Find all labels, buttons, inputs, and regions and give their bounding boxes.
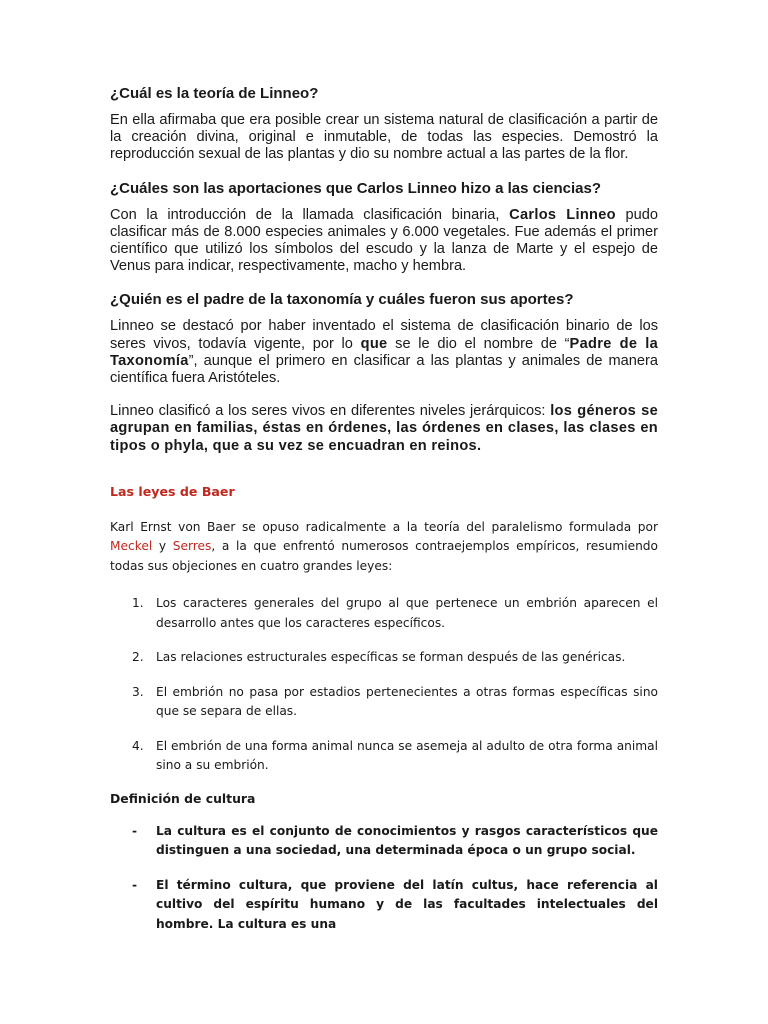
text-fragment: Linneo se destacó por haber inventado el sistema de clasificación binario de los seres vivos, todavía vigente, por lo — [110, 318, 658, 352]
bold-que: que — [360, 335, 388, 352]
list-number: 2. — [132, 650, 144, 665]
question-taxonomy-father: ¿Quién es el padre de la taxonomía y cuáles fueron sus aportes? — [110, 291, 574, 309]
text-fragment: se le dio el nombre de “ — [387, 335, 570, 352]
question-linneo-theory: ¿Cuál es la teoría de Linneo? — [110, 85, 319, 102]
text-fragment: Con la introducción de la llamada clasificación binaria, — [110, 206, 510, 223]
baer-laws-list — [110, 594, 658, 776]
link-serres[interactable]: Serres — [172, 539, 212, 554]
document-page — [110, 85, 658, 949]
text-fragment: ”, aunque el primero en clasificar a las plantas y animales de manera científica fuera Aristóteles. — [110, 352, 658, 387]
heading-definicion-cultura: Definición de cultura — [110, 790, 256, 806]
list-item — [110, 683, 658, 722]
paragraph-linneo-contributions — [110, 207, 658, 276]
dash-bullet: - — [132, 823, 138, 838]
text-fragment: pudo clasificar más de 8.000 especies animales y 6.000 vegetales. Fue además el primer científico que utilizó los símbolos del escudo y la lanza de Marte y el espejo de Venus para indicar, respectivamente, macho y hembra. — [110, 206, 658, 275]
paragraph-hierarchy — [110, 403, 658, 455]
paragraph-baer-intro — [110, 518, 658, 577]
text-fragment: Linneo clasificó a los seres vivos en diferentes niveles jerárquicos: — [110, 403, 551, 420]
paragraph-taxonomy-father — [110, 318, 658, 387]
question-linneo-contributions: ¿Cuáles son las aportaciones que Carlos Linneo hizo a las ciencias? — [110, 179, 601, 197]
list-number: 4. — [132, 738, 144, 753]
list-item-text: El término cultura, que proviene del latín cultus, hace referencia al cultivo del espíritu humano y de las facultades intelectuales del hombre. La cultura es una — [156, 877, 658, 931]
dash-bullet: - — [132, 877, 138, 892]
bold-padre-taxonomia: Padre de la Taxonomía — [110, 335, 659, 369]
link-meckel[interactable]: Meckel — [110, 539, 153, 554]
heading-leyes-baer: Las leyes de Baer — [110, 483, 235, 499]
list-item — [110, 648, 658, 668]
list-item-text: El embrión no pasa por estadios pertenecientes a otras formas específicas sino que se separa de ellas. — [156, 684, 658, 719]
list-item-text: Las relaciones estructurales específicas se forman después de las genéricas. — [156, 650, 626, 665]
list-item — [110, 737, 658, 776]
list-item — [110, 876, 658, 935]
list-item-text: El embrión de una forma animal nunca se asemeja al adulto de otra forma animal sino a su embrión. — [156, 738, 658, 773]
bold-carlos-linneo: Carlos Linneo — [509, 206, 616, 223]
text-fragment: , a la que enfrentó numerosos contraejemplos empíricos, resumiendo todas sus objeciones en cuatro grandes leyes: — [110, 539, 658, 573]
bold-hierarchy-levels: los géneros se agrupan en familias, éstas en órdenes, las órdenes en clases, las clases en tipos o phyla, que a su vez se encuadran en reinos. — [110, 403, 658, 454]
list-item — [110, 822, 658, 861]
cultura-list — [110, 822, 658, 935]
paragraph-linneo-theory: En ella afirmaba que era posible crear un sistema natural de clasificación a partir de la creación divina, original e inmutable, de todas las especies. Demostró la reproducción sexual de las plantas y dio su nombre actual a las partes de la flor. — [110, 112, 658, 163]
list-number: 1. — [132, 596, 144, 611]
list-item — [110, 594, 658, 633]
list-item-text: Los caracteres generales del grupo al que pertenece un embrión aparecen el desarrollo antes que los caracteres específicos. — [156, 596, 658, 630]
list-number: 3. — [132, 684, 144, 699]
text-fragment: Karl Ernst von Baer se opuso radicalmente a la teoría del paralelismo formulada por — [110, 519, 658, 534]
text-fragment: y — [152, 539, 173, 554]
list-item-text: La cultura es el conjunto de conocimientos y rasgos característicos que distinguen a una sociedad, una determinada época o un grupo social. — [156, 823, 658, 858]
